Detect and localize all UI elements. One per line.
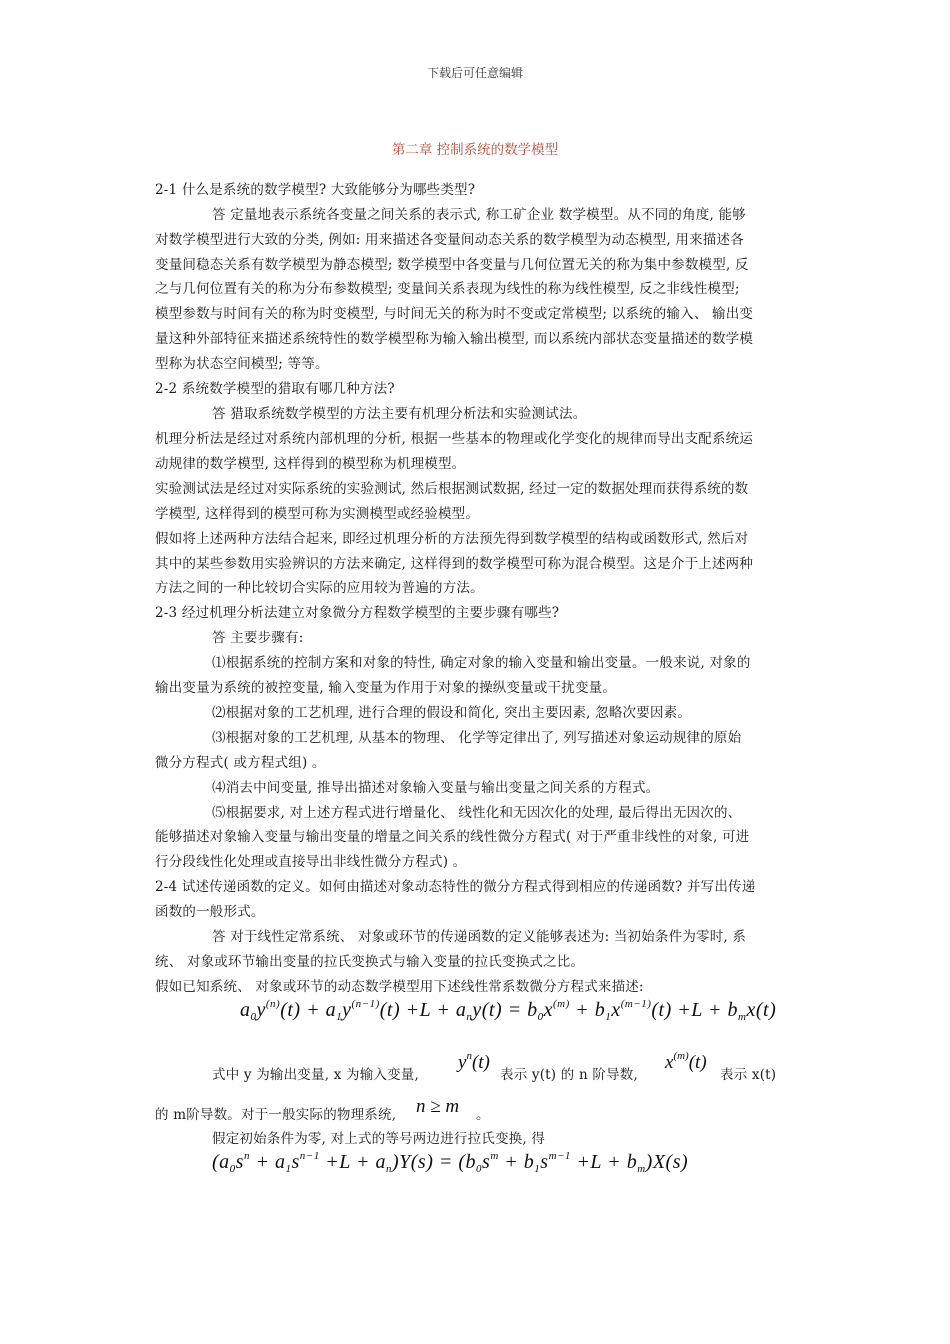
text-line: 量这种外部特征来描述系统特性的数学模型称为输入输出模型, 而以系统内部状态变量描述的数学模 <box>155 331 754 347</box>
text-line: 假如将上述两种方法结合起来, 即经过机理分析的方法预先得到数学模型的结构或函数形式, 然后对 <box>155 531 749 547</box>
text-line: 能够描述对象输入变量与输出变量的增量之间关系的线性微分方程式( 对于严重非线性的对象, 可进 <box>155 829 750 845</box>
text-line: 函数的一般形式。 <box>155 904 265 920</box>
where-text-3: 表示 x(t) <box>720 1067 777 1083</box>
y-nth-derivative: $y^n(t)$ <box>458 1050 490 1073</box>
x-mth-derivative: $x^{(m)}(t)$ <box>665 1050 707 1073</box>
text-line: 动规律的数学模型, 这样得到的模型称为机理模型。 <box>155 456 466 472</box>
text-line: 模型参数与时间有关的称为时变模型, 与时间无关的称为时不变或定常模型; 以系统的输入、 输出变 <box>155 306 754 322</box>
step-2: ⑵根据对象的工艺机理, 进行合理的假设和简化, 突出主要因素, 忽略次要因素。 <box>212 705 692 721</box>
text-line: 之与几何位置有关的称为分布参数模型; 变量间关系表现为线性的称为线性模型, 反之非线性模型; <box>155 281 740 297</box>
text-line: 答 对于线性定常系统、 对象或环节的传递函数的定义能够表述为: 当初始条件为零时, 系 <box>212 929 747 945</box>
text-line: 微分方程式( 或方程式组) 。 <box>155 755 326 771</box>
chapter-title: 第二章 控制系统的数学模型 <box>391 142 559 158</box>
laplace-intro: 假定初始条件为零, 对上式的等号两边进行拉氏变换, 得 <box>212 1131 546 1147</box>
where-text-1: 式中 y 为输出变量, x 为输入变量, <box>212 1067 419 1083</box>
n-ge-m: n ≥ m <box>416 1096 460 1117</box>
question-2-4: 2-4 试述传递函数的定义。如何由描述对象动态特性的微分方程式得到相应的传递函数? 并写出传递 <box>155 879 756 895</box>
text-line: 其中的某些参数用实验辨识的方法来确定, 这样得到的数学模型可称为混合模型。这是介于上述两种 <box>155 556 754 572</box>
differential-equation: $a_0y^{(n)}(t) + a_1y^{(n-1)}(t) +L + a_ny(t) = b_0x^{(m)} + b_1x^{(m-1)}(t) +L + b_mx(t)$ <box>240 998 777 1023</box>
step-1: ⑴根据系统的控制方案和对象的特性, 确定对象的输入变量和输出变量。一般来说, 对象的 <box>212 655 751 671</box>
text-line: 行分段线性化处理或直接导出非线性微分方程式) 。 <box>155 854 467 870</box>
question-2-3: 2-3 经过机理分析法建立对象微分方程数学模型的主要步骤有哪些? <box>155 605 560 621</box>
order-text: 的 m阶导数。对于一般实际的物理系统, <box>155 1107 397 1123</box>
text-line: 输出变量为系统的被控变量, 输入变量为作用于对象的操纵变量或干扰变量。 <box>155 680 617 696</box>
where-text-2: 表示 y(t) 的 n 阶导数, <box>500 1067 638 1083</box>
text-line: 对数学模型进行大致的分类, 例如: 用来描述各变量间动态关系的数学模型为动态模型, 用来描述各 <box>155 232 744 248</box>
text-line: 机理分析法是经过对系统内部机理的分析, 根据一些基本的物理或化学变化的规律而导出支配系统运 <box>155 431 754 447</box>
page-header-note: 下载后可任意编辑 <box>426 66 523 80</box>
text-line: 假如已知系统、 对象或环节的动态数学模型用下述线性常系数微分方程式来描述: <box>155 979 644 995</box>
text-line: 统、 对象或环节输出变量的拉氏变换式与输入变量的拉氏变换式之比。 <box>155 954 585 970</box>
step-5: ⑸根据要求, 对上述方程式进行增量化、 线性化和无因次化的处理, 最后得出无因次的、 <box>212 805 742 821</box>
text-line: 答 定量地表示系统各变量之间关系的表示式, 称工矿企业 数学模型。从不同的角度, 能够 <box>212 207 746 223</box>
text-line: 答 猎取系统数学模型的方法主要有机理分析法和实验测试法。 <box>212 406 587 422</box>
question-2-2: 2-2 系统数学模型的猎取有哪几种方法? <box>155 381 395 397</box>
question-2-1: 2-1 什么是系统的数学模型? 大致能够分为哪些类型? <box>155 182 476 198</box>
text-line: 答 主要步骤有: <box>212 630 304 646</box>
text-line: 实验测试法是经过对实际系统的实验测试, 然后根据测试数据, 经过一定的数据处理而获得系统的数 <box>155 481 749 497</box>
step-4: ⑷消去中间变量, 推导出描述对象输入变量与输出变量之间关系的方程式。 <box>212 780 660 796</box>
text-line: 型称为状态空间模型; 等等。 <box>155 356 329 372</box>
text-line: 学模型, 这样得到的模型可称为实测模型或经验模型。 <box>155 506 480 522</box>
laplace-equation: $(a_0s^n + a_1s^{n-1} +L + a_n)Y(s) = (b_0s^m + b_1s^{m-1} +L + b_m)X(s)$ <box>212 1150 689 1175</box>
text-line: 方法之间的一种比较切合实际的应用较为普遍的方法。 <box>155 580 484 596</box>
step-3: ⑶根据对象的工艺机理, 从基本的物理、 化学等定律出了, 列写描述对象运动规律的原始 <box>212 730 742 746</box>
period: 。 <box>476 1107 490 1123</box>
text-line: 变量间稳态关系有数学模型为静态模型; 数学模型中各变量与几何位置无关的称为集中参数模型, 反 <box>155 257 749 273</box>
